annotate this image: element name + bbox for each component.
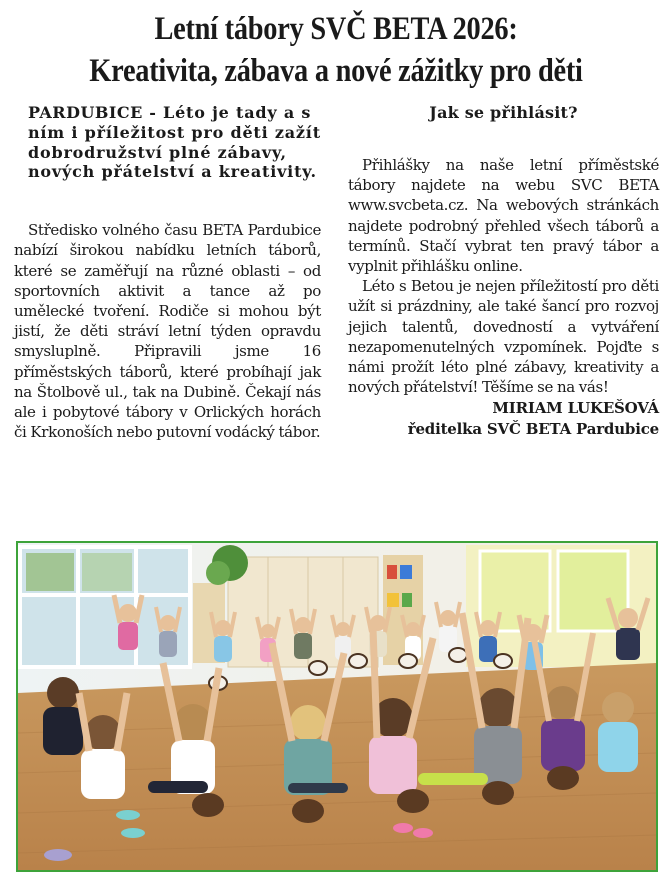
lead-dateline: PARDUBICE [28,103,143,122]
drum-circle-photo [18,543,656,870]
signature-title: ředitelka SVČ BETA Pardubice [407,420,659,439]
signature-name: MIRIAM LUKEŠOVÁ [492,399,659,418]
article-subheading: Jak se přihlásit? [429,103,578,122]
article-column-left [14,103,321,442]
article-photo [16,541,658,872]
signup-paragraph: Přihlášky na naše letní příměstské tábory najdete na webu SVC BETA www.svcbeta.cz. Na webových stránkách najdete podrobný přehled všech táborů a termínů. Stačí vybrat ten pravý tábor a vyplnit přihlášku online. [348,156,659,276]
headline-line-2: Kreativita, zábava a nové zážitky pro děti [89,53,583,89]
article-lead [14,103,321,182]
article-body-paragraph: Středisko volného času BETA Pardubice nabízí širokou nabídku letních táborů, které se zaměřují na různé oblasti – od sportovních aktivit a tance až po umělecké tvoření. Rodiče si mohou být jistí, že děti stráví letní týden opravdu smysluplně. Připravili jsme 16 příměstských táborů, které probíhají jak na Štolbově ul., tak na Dubině. Čekají nás ale i pobytové tábory v Orlických horách či Krkonoších nebo putovní vodácký tábor. [14,221,321,442]
article-headline [47,8,625,92]
lead-text: - Léto je tady a s ním i příležitost pro děti zažít dobrodružství plné zábavy, nových přátelství a kreativity. [28,103,321,182]
article-column-right [348,103,659,440]
headline-line-1: Letní tábory SVČ BETA 2026: [154,11,518,47]
closing-paragraph: Léto s Betou je nejen příležitostí pro děti užít si prázdniny, ale také šancí pro rozvoj jejich talentů, dovedností a vytváření nezapomenutelných vzpomínek. Pojďte s námi prožít léto plné zábavy, kreativity a nových přátelství! Těšíme se na vás! [348,277,659,397]
